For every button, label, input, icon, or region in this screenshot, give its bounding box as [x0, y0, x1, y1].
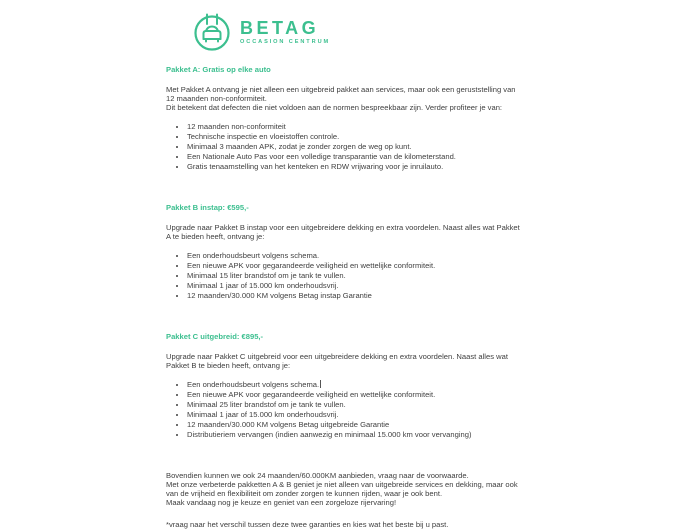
pakket-a-paragraph-2: Dit betekent dat defecten die niet voldoen aan de normen bespreekbaar zijn. Verder profiteer je van: — [166, 103, 503, 112]
brand-subtitle: OCCASION CENTRUM — [240, 39, 331, 45]
bullet-item: • 12 maanden/30.000 KM volgens Betag uitgebreide Garantie — [187, 420, 522, 429]
closing-block — [166, 471, 522, 529]
pakket-c-paragraph: Upgrade naar Pakket C uitgebreid voor een uitgebreidere dekking en extra voordelen. Naast alles wat Pakket B te bieden heeft, ontvang je: — [166, 352, 508, 370]
pakket-b-heading: Pakket B instap: €595,- — [166, 203, 249, 212]
bullet-item: • Minimaal 1 jaar of 15.000 km onderhoudsvrij. — [187, 410, 522, 419]
bullet-item: • Minimaal 15 liter brandstof om je tank te vullen. — [187, 271, 522, 280]
bullet-item: • 12 maanden non-conformiteit — [187, 122, 522, 131]
brand-name: BETAG — [240, 18, 320, 38]
bullet-item: • Een nieuwe APK voor gegarandeerde veiligheid en wettelijke conformiteit. — [187, 261, 522, 270]
bullet-item: • Minimaal 1 jaar of 15.000 km onderhoudsvrij. — [187, 281, 522, 290]
bullet-item: • Een onderhoudsbeurt volgens schema. — [187, 251, 522, 260]
section-pakket-c — [166, 332, 522, 439]
bullet-item: • Distributieriem vervangen (indien aanwezig en minimaal 15.000 km voor vervanging) — [187, 430, 522, 439]
bullet-text: Een onderhoudsbeurt volgens schema. — [187, 380, 320, 389]
closing-paragraph-2: Met onze verbeterde pakketten A & B geniet je niet alleen van uitgebreide services en dekking, maar ook van de vrijheid en flexibiliteit om zonder zorgen te kunnen rijden, waar je ook bent. — [166, 480, 518, 498]
bullet-item: • Technische inspectie en vloeistoffen controle. — [187, 132, 522, 141]
bullet-item: • Een nieuwe APK voor gegarandeerde veiligheid en wettelijke conformiteit. — [187, 390, 522, 399]
section-pakket-a — [166, 65, 522, 171]
footnote: *vraag naar het verschil tussen deze twee garanties en kies wat het beste bij u past. — [166, 520, 449, 529]
pakket-a-bullet-list — [166, 122, 522, 171]
pakket-c-heading: Pakket C uitgebreid: €895,- — [166, 332, 264, 341]
betag-car-icon — [192, 12, 232, 52]
pakket-a-heading: Pakket A: Gratis op elke auto — [166, 65, 271, 74]
bullet-item: • Minimaal 3 maanden APK, zodat je zonder zorgen de weg op kunt. — [187, 142, 522, 151]
pakket-a-paragraph-1: Met Pakket A ontvang je niet alleen een uitgebreid pakket aan services, maar ook een geruststelling van 12 maanden non-conformiteit. — [166, 85, 516, 103]
betag-logo — [192, 12, 685, 52]
section-pakket-b — [166, 203, 522, 300]
bullet-item — [187, 380, 522, 389]
pakket-b-bullet-list — [166, 251, 522, 300]
bullet-item: • Een Nationale Auto Pas voor een volledige transparantie van de kilometerstand. — [187, 152, 522, 161]
bullet-item: • Minimaal 25 liter brandstof om je tank te vullen. — [187, 400, 522, 409]
pakket-b-paragraph: Upgrade naar Pakket B instap voor een uitgebreidere dekking en extra voordelen. Naast alles wat Pakket A te bieden heeft, ontvang je: — [166, 223, 520, 241]
logo-text — [240, 19, 330, 45]
closing-paragraph-1: Bovendien kunnen we ook 24 maanden/60.000KM aanbieden, vraag naar de voorwaarde. — [166, 471, 469, 480]
closing-paragraph-3: Maak vandaag nog je keuze en geniet van een zorgeloze rijervaring! — [166, 498, 397, 507]
bullet-item: • Gratis tenaamstelling van het kenteken en RDW vrijwaring voor je inruilauto. — [187, 162, 522, 171]
text-cursor — [320, 380, 321, 388]
bullet-item: • 12 maanden/30.000 KM volgens Betag instap Garantie — [187, 291, 522, 300]
pakket-c-bullet-list — [166, 380, 522, 439]
document-content — [166, 65, 522, 529]
